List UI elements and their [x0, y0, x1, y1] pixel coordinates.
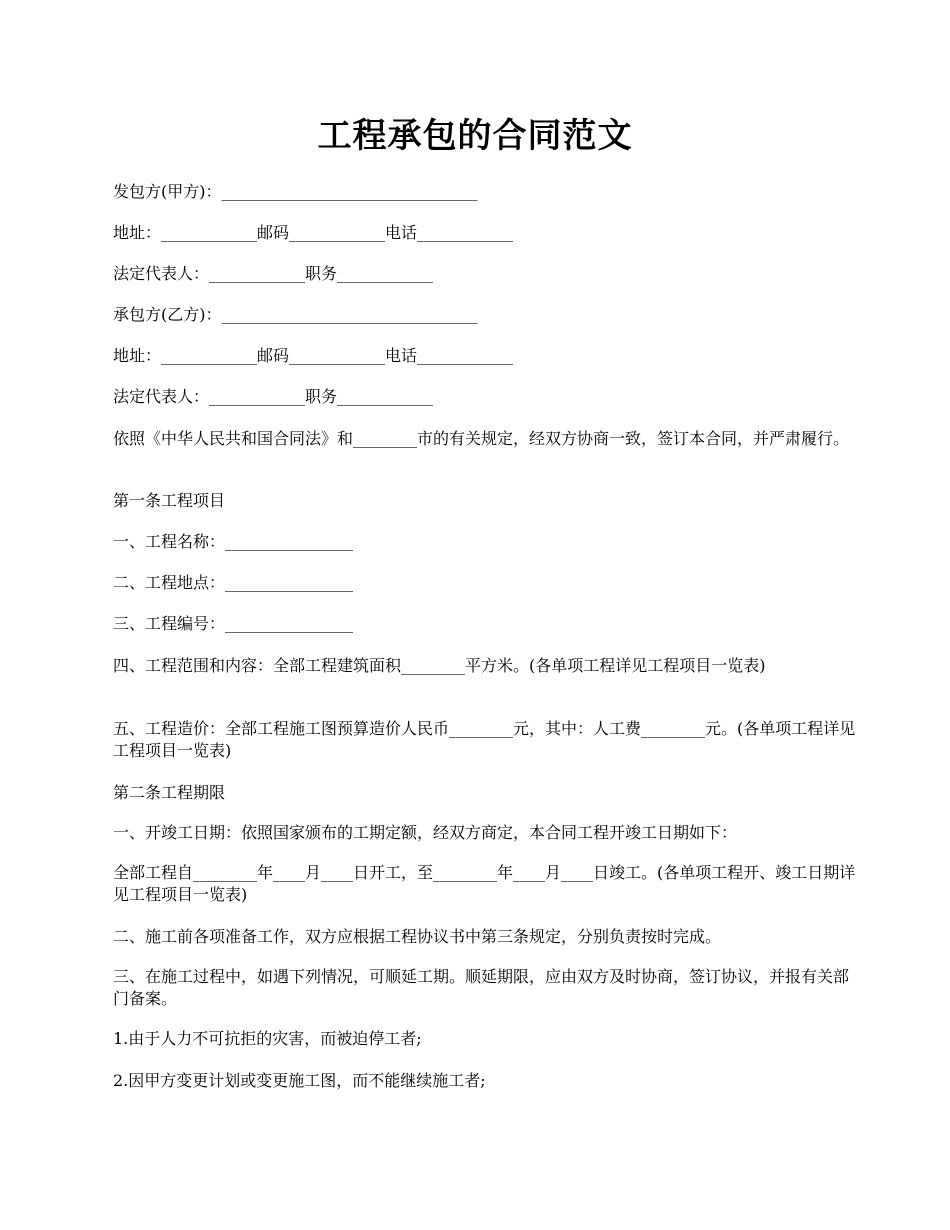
condition-item-1: 1.由于人力不可抗拒的灾害，而被迫停工者; — [113, 1029, 422, 1048]
project-name: 一、工程名称：________________ — [113, 532, 354, 551]
project-location: 二、工程地点：________________ — [113, 573, 354, 592]
party-a-representative: 法定代表人：____________职务____________ — [113, 264, 434, 283]
preamble-paragraph: 依照《中华人民共和国合同法》和________市的有关规定，经双方协商一致，签订本合同，并严肃履行。 — [113, 429, 850, 448]
condition-item-2: 2.因甲方变更计划或变更施工图，而不能继续施工者; — [113, 1071, 486, 1090]
party-b-representative: 法定代表人：____________职务____________ — [113, 387, 434, 406]
article-two-heading: 第二条工程期限 — [113, 783, 226, 802]
project-cost: 五、工程造价：全部工程施工图预算造价人民币________元，其中：人工费________元。(各单项工程详见工程项目一览表) — [113, 719, 856, 760]
project-scope: 四、工程范围和内容：全部工程建筑面积________平方米。(各单项工程详见工程项目一览表) — [113, 656, 766, 675]
party-b-address: 地址：____________邮码____________电话____________ — [113, 346, 514, 365]
party-a-name: 发包方(甲方)：________________________________ — [113, 182, 478, 201]
extension-conditions: 三、在施工过程中，如遇下列情况，可顺延工期。顺延期限，应由双方及时协商，签订协议，并报有关部门备案。 — [113, 967, 850, 1008]
article-one-heading: 第一条工程项目 — [113, 491, 226, 510]
party-a-address: 地址：____________邮码____________电话____________ — [113, 223, 514, 242]
document-title: 工程承包的合同范文 — [317, 116, 633, 156]
start-completion-dates: 一、开竣工日期：依照国家颁布的工期定额，经双方商定，本合同工程开竣工日期如下： — [113, 823, 738, 842]
preparation-work: 二、施工前各项准备工作，双方应根据工程协议书中第三条规定，分别负责按时完成。 — [113, 927, 722, 946]
schedule-dates: 全部工程自________年____月____日开工，至________年____月____日竣工。(各单项工程开、竣工日期详见工程项目一览表) — [113, 863, 856, 904]
project-number: 三、工程编号：________________ — [113, 614, 354, 633]
party-b-name: 承包方(乙方)：________________________________ — [113, 305, 478, 324]
